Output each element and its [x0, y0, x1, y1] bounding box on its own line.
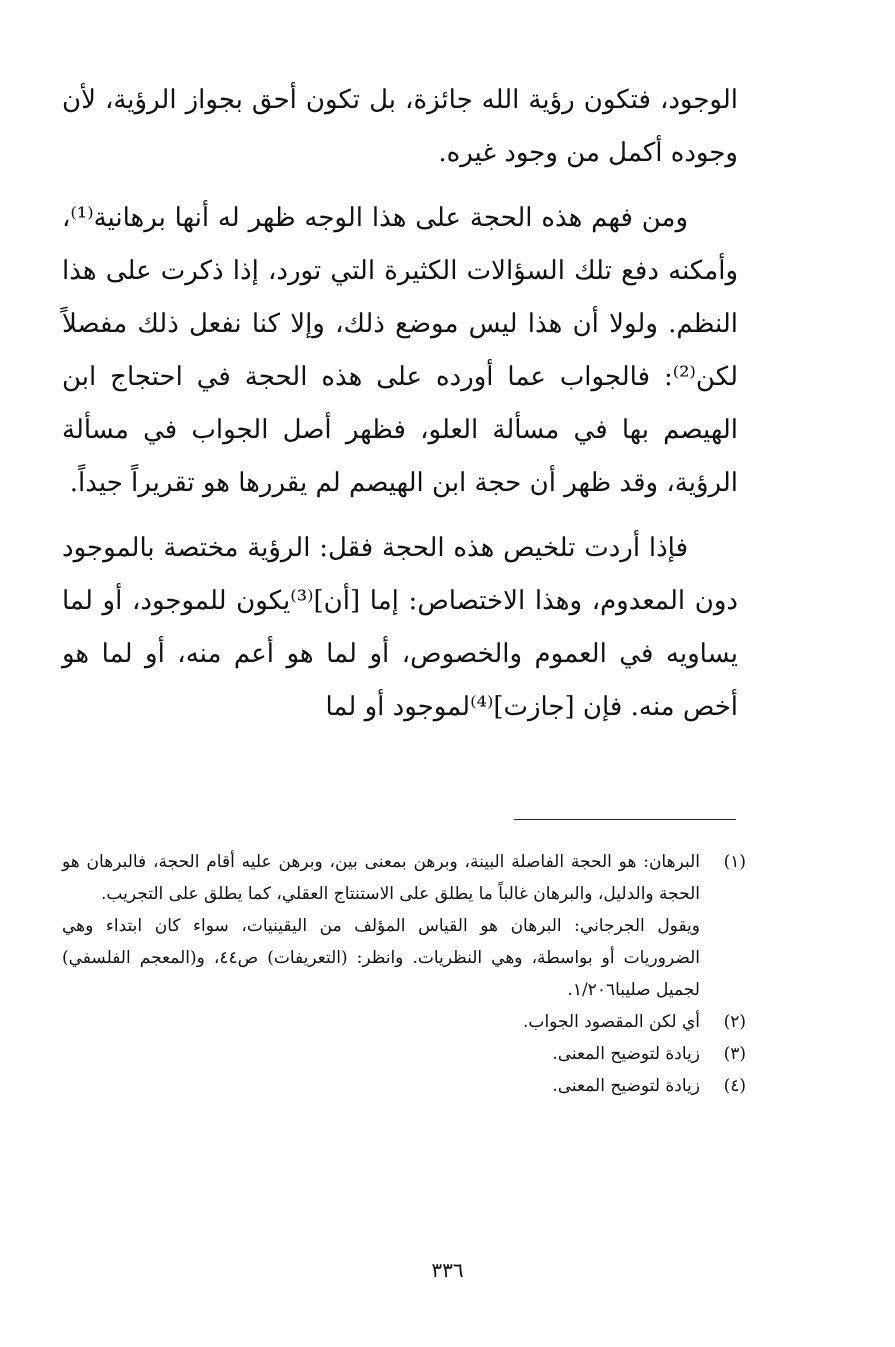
- footnote-body: [62, 1038, 700, 1070]
- footnote-text: ويقول الجرجاني: البرهان هو القياس المؤلف من اليقينيات، سواء كان ابتداء وهي الضروريات أو بواسطة، وهي النظريات. وانظر: (التعريفات) ص٤٤، و(المعجم الفلسفي) لجميل صليبا١/٢٠٦.: [62, 916, 700, 1000]
- footnote-number: (١): [723, 852, 746, 872]
- footnote-divider: [514, 819, 736, 820]
- footnote-body: [62, 846, 700, 1006]
- footnote-text: زيادة لتوضيح المعنى.: [552, 1044, 700, 1064]
- footnote-body: [62, 1070, 700, 1102]
- footnote-4: [62, 1070, 746, 1102]
- footnote-number: (٢): [723, 1012, 746, 1032]
- footnotes: [62, 846, 746, 1102]
- paragraph-2: ومن فهم هذه الحجة على هذا الوجه ظهر له أنها برهانية⁽¹⁾، وأمكنه دفع تلك السؤالات الكثيرة التي تورد، إذا ذكرت على هذا النظم. ولولا أن هذا ليس موضع ذلك، وإلا كنا نفعل ذلك مفصلاً لكن⁽²⁾: فالجواب عما أورده على هذه الحجة في احتجاج ابن الهيصم بها في مسألة العلو، فظهر أصل الجواب في مسألة الرؤية، وقد ظهر أن حجة ابن الهيصم لم يقررها هو تقريراً جيداً.: [62, 203, 738, 498]
- footnote-1: [62, 846, 746, 1006]
- footnote-number: (٣): [723, 1044, 746, 1064]
- main-text: [62, 74, 738, 734]
- footnote-text: البرهان: هو الحجة الفاصلة البينة، وبرهن بمعنى بين، وبرهن عليه أقام الحجة، فالبرهان هو الحجة والدليل، والبرهان غالباً ما يطلق على الاستنتاج العقلي، كما يطلق على التجريب.: [62, 852, 700, 904]
- footnote-text: زيادة لتوضيح المعنى.: [552, 1076, 700, 1096]
- page-number: ٣٣٦: [431, 1258, 464, 1282]
- footnote-text: أي لكن المقصود الجواب.: [523, 1012, 700, 1032]
- footnote-body: [62, 1006, 700, 1038]
- footnote-number: (٤): [723, 1076, 746, 1096]
- footnote-2: [62, 1006, 746, 1038]
- footnote-3: [62, 1038, 746, 1070]
- paragraph-3: فإذا أردت تلخيص هذه الحجة فقل: الرؤية مختصة بالموجود دون المعدوم، وهذا الاختصاص: إما [أن]⁽³⁾يكون للموجود، أو لما يساويه في العموم والخصوص، أو لما هو أعم منه، أو لما هو أخص منه. فإن [جازت]⁽⁴⁾لموجود أو لما: [62, 533, 739, 722]
- paragraph-1: الوجود، فتكون رؤية الله جائزة، بل تكون أحق بجواز الرؤية، لأن وجوده أكمل من وجود غيره.: [62, 85, 738, 168]
